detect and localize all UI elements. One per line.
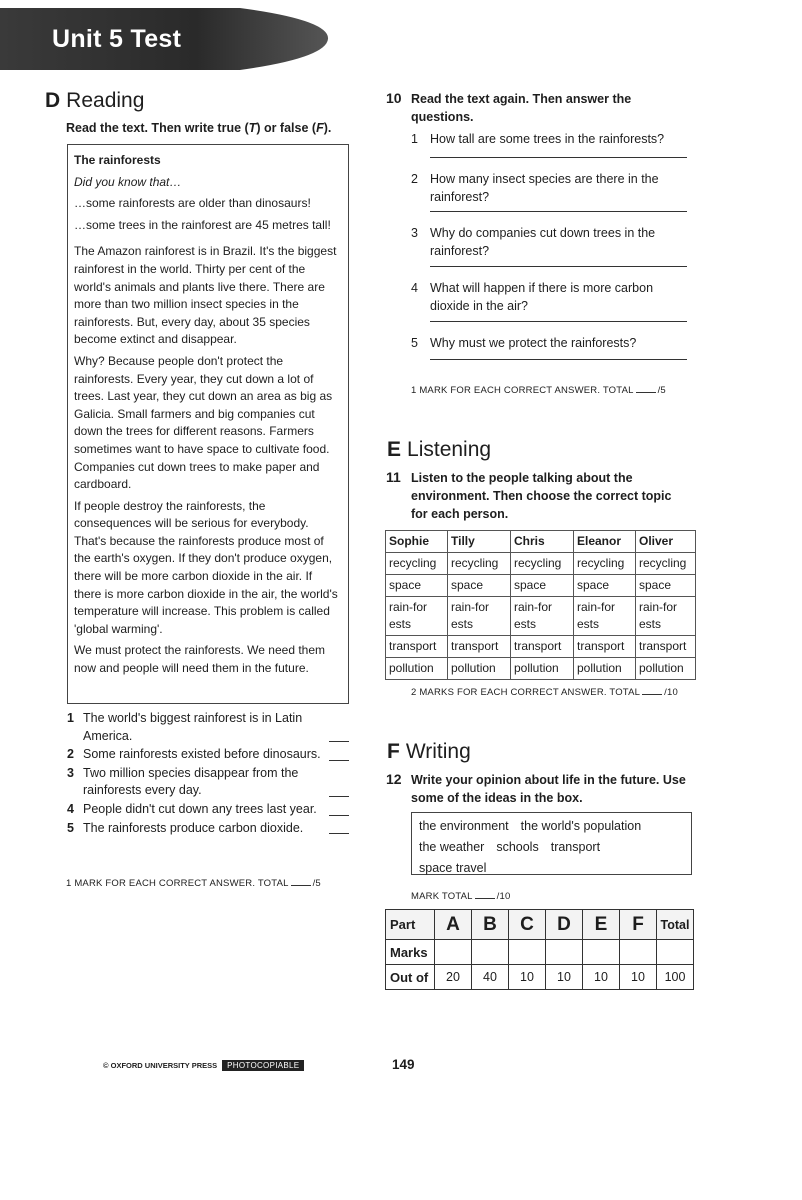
reading-text-box xyxy=(67,144,349,704)
topic-option[interactable]: rain-forests xyxy=(386,597,448,636)
reading-marks-total: 1 MARK FOR EACH CORRECT ANSWER. TOTAL /5 xyxy=(66,878,321,889)
score-blank[interactable] xyxy=(642,694,662,695)
marks-cell[interactable] xyxy=(546,940,583,965)
reading-intro: Did you know that… xyxy=(74,174,182,189)
outof-label: Out of xyxy=(386,965,435,990)
topic-option[interactable]: recycling xyxy=(574,553,636,575)
answer-blank[interactable] xyxy=(329,741,349,742)
page-title: Unit 5 Test xyxy=(52,25,182,53)
topic-option[interactable]: transport xyxy=(636,636,696,658)
list-item: 4 People didn't cut down any trees last year. xyxy=(67,801,349,819)
part-header: E xyxy=(583,910,620,940)
table-row xyxy=(386,636,696,658)
part-header: D xyxy=(546,910,583,940)
topic-option[interactable]: pollution xyxy=(448,658,511,680)
table-row xyxy=(386,910,694,940)
q10-instruction: Read the text again. Then answer the questions. xyxy=(411,92,632,124)
section-name: Writing xyxy=(405,740,471,763)
answer-blank[interactable] xyxy=(329,833,349,834)
idea-item: transport xyxy=(550,840,601,854)
topic-option[interactable]: pollution xyxy=(574,658,636,680)
answer-line[interactable] xyxy=(430,359,687,360)
table-header: Sophie xyxy=(386,531,448,553)
part-label: Part xyxy=(386,910,435,940)
score-blank[interactable] xyxy=(475,898,495,899)
outof-cell: 10 xyxy=(509,965,546,990)
idea-item: the weather xyxy=(419,840,485,854)
section-f-heading xyxy=(387,740,471,764)
total-header: Total xyxy=(657,910,694,940)
answer-line[interactable] xyxy=(430,157,687,158)
list-item: 3 Two million species disappear from the rainforests every day. xyxy=(67,765,349,800)
idea-item: space travel xyxy=(419,861,487,875)
table-header: Eleanor xyxy=(574,531,636,553)
list-item: 1 How tall are some trees in the rainforests? xyxy=(411,132,665,146)
writing-marks-total: MARK TOTAL /10 xyxy=(411,891,511,902)
table-row xyxy=(386,965,694,990)
writing-instruction: Write your opinion about life in the future. Use some of the ideas in the box. xyxy=(411,773,686,805)
reading-fact-2: …some trees in the rainforest are 45 metres tall! xyxy=(74,217,331,232)
topic-option[interactable]: pollution xyxy=(386,658,448,680)
table-row xyxy=(386,575,696,597)
question-number: 10 xyxy=(386,90,402,106)
reading-fact-1: …some rainforests are older than dinosaurs! xyxy=(74,196,311,211)
publisher-name: © OXFORD UNIVERSITY PRESS xyxy=(103,1061,218,1070)
section-letter: F xyxy=(387,740,400,763)
topic-option[interactable]: rain-forests xyxy=(448,597,511,636)
topic-option[interactable]: pollution xyxy=(636,658,696,680)
reading-paragraph-1: The Amazon rainforest is in Brazil. It's the biggest rainforest in the world. Thirty per cent of the world's animals and plants live there. There are more than two million insect species in the rainforests. But, every day, about 35 species become extinct and disappear. xyxy=(74,244,337,347)
outof-cell: 10 xyxy=(583,965,620,990)
answer-line[interactable] xyxy=(430,321,687,322)
answer-blank[interactable] xyxy=(329,796,349,797)
marks-label: Marks xyxy=(386,940,435,965)
part-header: A xyxy=(435,910,472,940)
marks-cell[interactable] xyxy=(435,940,472,965)
marks-cell[interactable] xyxy=(509,940,546,965)
topic-option[interactable]: recycling xyxy=(386,553,448,575)
marks-cell[interactable] xyxy=(620,940,657,965)
marks-cell[interactable] xyxy=(472,940,509,965)
idea-item: schools xyxy=(496,840,539,854)
marks-cell[interactable] xyxy=(583,940,620,965)
true-false-list xyxy=(67,710,349,838)
ideas-box xyxy=(411,812,692,875)
topic-option[interactable]: recycling xyxy=(511,553,574,575)
listening-instruction: Listen to the people talking about the environment. Then choose the correct topic for each person. xyxy=(411,471,672,521)
part-header: C xyxy=(509,910,546,940)
answer-line[interactable] xyxy=(430,211,687,212)
question-number: 11 xyxy=(386,469,401,485)
section-d-heading xyxy=(45,89,144,113)
section-name: Reading xyxy=(66,89,145,112)
topic-option[interactable]: transport xyxy=(386,636,448,658)
list-item: 5 The rainforests produce carbon dioxide. xyxy=(67,820,349,838)
marks-cell[interactable] xyxy=(657,940,694,965)
outof-cell: 40 xyxy=(472,965,509,990)
topic-option[interactable]: rain-forests xyxy=(511,597,574,636)
table-row xyxy=(386,553,696,575)
table-row xyxy=(386,597,696,636)
topic-option[interactable]: pollution xyxy=(511,658,574,680)
table-row xyxy=(386,940,694,965)
listening-marks-total: 2 MARKS FOR EACH CORRECT ANSWER. TOTAL /10 xyxy=(411,687,678,698)
list-item: 2 How many insect species are there in the rainforest? xyxy=(411,172,659,204)
score-blank[interactable] xyxy=(636,392,656,393)
idea-item: the environment xyxy=(419,819,509,833)
outof-cell: 10 xyxy=(620,965,657,990)
publisher-footer xyxy=(103,1060,304,1071)
reading-paragraph-4: We must protect the rainforests. We need them now and people will need them in the future. xyxy=(74,643,326,676)
reading-title: The rainforests xyxy=(74,153,161,167)
list-item: 5 Why must we protect the rainforests? xyxy=(411,336,637,350)
list-item: 4 What will happen if there is more carbon dioxide in the air? xyxy=(411,281,654,313)
topic-option[interactable]: space xyxy=(636,575,696,597)
table-row xyxy=(386,658,696,680)
topic-option[interactable]: recycling xyxy=(636,553,696,575)
outof-cell: 20 xyxy=(435,965,472,990)
outof-cell: 100 xyxy=(657,965,694,990)
answer-line[interactable] xyxy=(430,266,687,267)
table-header: Tilly xyxy=(448,531,511,553)
topic-option[interactable]: rain-forests xyxy=(574,597,636,636)
section-name: Listening xyxy=(407,438,492,461)
score-blank[interactable] xyxy=(291,885,311,886)
topic-option[interactable]: transport xyxy=(511,636,574,658)
topic-option[interactable]: space xyxy=(511,575,574,597)
topic-option[interactable]: space xyxy=(574,575,636,597)
topic-option[interactable]: space xyxy=(448,575,511,597)
q10-question-list xyxy=(411,131,691,360)
section-letter: E xyxy=(387,438,402,461)
topic-option[interactable]: rain-forests xyxy=(636,597,696,636)
table-header: Oliver xyxy=(636,531,696,553)
list-item: 3 Why do companies cut down trees in the rainforest? xyxy=(411,226,656,258)
answer-blank[interactable] xyxy=(329,760,349,761)
topic-option[interactable]: transport xyxy=(574,636,636,658)
marks-summary-table xyxy=(385,909,694,990)
reading-paragraph-3: If people destroy the rainforests, the consequences will be serious for everybody. That's because the rainforests produce most of the earth's oxygen. If they don't produce oxygen, there will be more carbon dioxide in the air. If there is more carbon dioxide in the air, the world's temperature will increase. This problem is called 'global warming'. xyxy=(74,498,338,636)
question-number: 12 xyxy=(386,771,402,787)
table-row xyxy=(386,531,696,553)
topic-option[interactable]: transport xyxy=(448,636,511,658)
list-item: 2 Some rainforests existed before dinosaurs. xyxy=(67,746,349,764)
topic-option[interactable]: recycling xyxy=(448,553,511,575)
outof-cell: 10 xyxy=(546,965,583,990)
part-header: B xyxy=(472,910,509,940)
part-header: F xyxy=(620,910,657,940)
list-item: 1 The world's biggest rainforest is in Latin America. xyxy=(67,710,349,745)
idea-item: the world's population xyxy=(520,819,642,833)
reading-paragraph-2: Why? Because people don't protect the rainforests. Every year, they cut down a lot of trees. Last year, they cut down an area as big as Galicia. Small farmers and big companies cut down the trees for different reasons. Farmers sometimes want to have space to cultivate food. Companies cut down trees to make paper and cardboard. xyxy=(74,353,333,492)
q10-marks-total: 1 MARK FOR EACH CORRECT ANSWER. TOTAL /5 xyxy=(411,385,666,396)
table-header: Chris xyxy=(511,531,574,553)
unit-banner xyxy=(0,8,330,70)
answer-blank[interactable] xyxy=(329,815,349,816)
photocopiable-badge: PHOTOCOPIABLE xyxy=(222,1060,304,1071)
reading-instruction: Read the text. Then write true (T) or false (F). xyxy=(66,121,332,135)
section-e-heading xyxy=(387,438,491,462)
section-letter: D xyxy=(45,89,61,112)
page-number: 149 xyxy=(392,1057,415,1072)
topic-option[interactable]: space xyxy=(386,575,448,597)
listening-table xyxy=(385,530,696,680)
